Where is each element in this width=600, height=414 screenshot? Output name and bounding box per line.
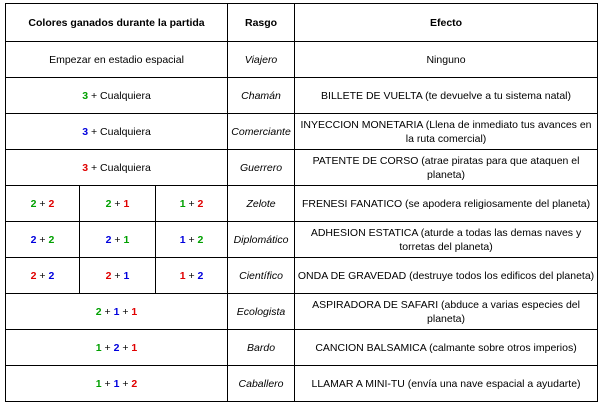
combo-cell xyxy=(6,186,80,222)
effect-cell: ADHESION ESTATICA (aturde a todas las demas naves y torretas del planeta) xyxy=(295,222,598,258)
effect-cell: FRENESI FANATICO (se apodera religiosamente del planeta) xyxy=(295,186,598,222)
plus-sign: + xyxy=(119,341,132,354)
combo-cell xyxy=(6,222,80,258)
effect-cell: Ninguno xyxy=(295,42,598,78)
table-row xyxy=(6,258,598,294)
combo-cell xyxy=(80,258,156,294)
effect-cell: LLAMAR A MINI-TU (envía una nave espacial a ayudarte) xyxy=(295,366,598,402)
green-count: 2 xyxy=(95,305,102,318)
colors-cell xyxy=(6,294,228,330)
trait-cell: Científico xyxy=(228,258,295,294)
blue-count: 2 xyxy=(48,269,55,282)
plus-sign: + xyxy=(185,197,198,210)
plus-sign: + xyxy=(101,377,114,390)
trait-cell: Chamán xyxy=(228,78,295,114)
effect-cell: BILLETE DE VUELTA (te devuelve a tu sistema natal) xyxy=(295,78,598,114)
trait-cell: Ecologista xyxy=(228,294,295,330)
blue-count: 1 xyxy=(179,233,186,246)
table-row xyxy=(6,330,598,366)
trait-cell: Comerciante xyxy=(228,114,295,150)
colors-cell xyxy=(6,78,228,114)
table-row xyxy=(6,294,598,330)
red-count: 2 xyxy=(48,197,55,210)
blue-count: 3 xyxy=(82,125,89,138)
table-row xyxy=(6,366,598,402)
plus-sign: + xyxy=(36,269,49,282)
plus-sign: + xyxy=(119,305,132,318)
colors-cell: Empezar en estadio espacial xyxy=(6,42,228,78)
blue-count: 1 xyxy=(113,377,120,390)
table-row xyxy=(6,222,598,258)
red-count: 2 xyxy=(30,269,37,282)
red-count: 1 xyxy=(179,269,186,282)
table-row xyxy=(6,186,598,222)
header-row xyxy=(6,4,598,42)
trait-cell: Bardo xyxy=(228,330,295,366)
plus-sign: + xyxy=(36,197,49,210)
header-efecto: Efecto xyxy=(295,4,598,42)
red-count: 1 xyxy=(131,305,138,318)
table-row xyxy=(6,78,598,114)
green-count: 1 xyxy=(95,377,102,390)
plus-sign: + xyxy=(36,233,49,246)
plus-sign: + xyxy=(111,269,124,282)
blue-count: 2 xyxy=(30,233,37,246)
blue-count: 2 xyxy=(113,341,120,354)
green-count: 2 xyxy=(197,233,204,246)
trait-cell: Zelote xyxy=(228,186,295,222)
combo-cell xyxy=(156,186,228,222)
green-count: 3 xyxy=(82,89,89,102)
effect-cell: PATENTE DE CORSO (atrae piratas para que ataquen el planeta) xyxy=(295,150,598,186)
trait-cell: Diplomático xyxy=(228,222,295,258)
green-count: 2 xyxy=(30,197,37,210)
colors-cell xyxy=(6,114,228,150)
blue-count: 1 xyxy=(113,305,120,318)
blue-count: 2 xyxy=(105,233,112,246)
plus-sign: + xyxy=(101,341,114,354)
combo-cell xyxy=(156,258,228,294)
any-color-label: + Cualquiera xyxy=(88,125,151,138)
traits-table xyxy=(5,3,598,402)
combo-cell xyxy=(156,222,228,258)
plus-sign: + xyxy=(119,377,132,390)
combo-cell xyxy=(80,222,156,258)
red-count: 2 xyxy=(105,269,112,282)
combo-cell xyxy=(80,186,156,222)
table-row xyxy=(6,150,598,186)
plus-sign: + xyxy=(111,233,124,246)
trait-cell: Caballero xyxy=(228,366,295,402)
colors-cell xyxy=(6,150,228,186)
any-color-label: + Cualquiera xyxy=(88,89,151,102)
plus-sign: + xyxy=(185,233,198,246)
trait-cell: Viajero xyxy=(228,42,295,78)
plus-sign: + xyxy=(101,305,114,318)
red-count: 2 xyxy=(131,377,138,390)
effect-cell: ONDA DE GRAVEDAD (destruye todos los edificos del planeta) xyxy=(295,258,598,294)
header-rasgo: Rasgo xyxy=(228,4,295,42)
blue-count: 2 xyxy=(197,269,204,282)
table-row xyxy=(6,114,598,150)
red-count: 2 xyxy=(197,197,204,210)
green-count: 1 xyxy=(179,197,186,210)
plus-sign: + xyxy=(185,269,198,282)
trait-cell: Guerrero xyxy=(228,150,295,186)
red-count: 1 xyxy=(131,341,138,354)
green-count: 2 xyxy=(48,233,55,246)
red-count: 3 xyxy=(82,161,89,174)
blue-count: 1 xyxy=(123,269,130,282)
any-color-label: + Cualquiera xyxy=(88,161,151,174)
green-count: 1 xyxy=(95,341,102,354)
effect-cell: CANCION BALSAMICA (calmante sobre otros imperios) xyxy=(295,330,598,366)
green-count: 1 xyxy=(123,233,130,246)
table-row xyxy=(6,42,598,78)
header-colores: Colores ganados durante la partida xyxy=(6,4,228,42)
effect-cell: ASPIRADORA DE SAFARI (abduce a varias especies del planeta) xyxy=(295,294,598,330)
effect-cell: INYECCION MONETARIA (Llena de inmediato tus avances en la ruta comercial) xyxy=(295,114,598,150)
plus-sign: + xyxy=(111,197,124,210)
combo-cell xyxy=(6,258,80,294)
green-count: 2 xyxy=(105,197,112,210)
red-count: 1 xyxy=(123,197,130,210)
colors-cell xyxy=(6,330,228,366)
colors-cell xyxy=(6,366,228,402)
